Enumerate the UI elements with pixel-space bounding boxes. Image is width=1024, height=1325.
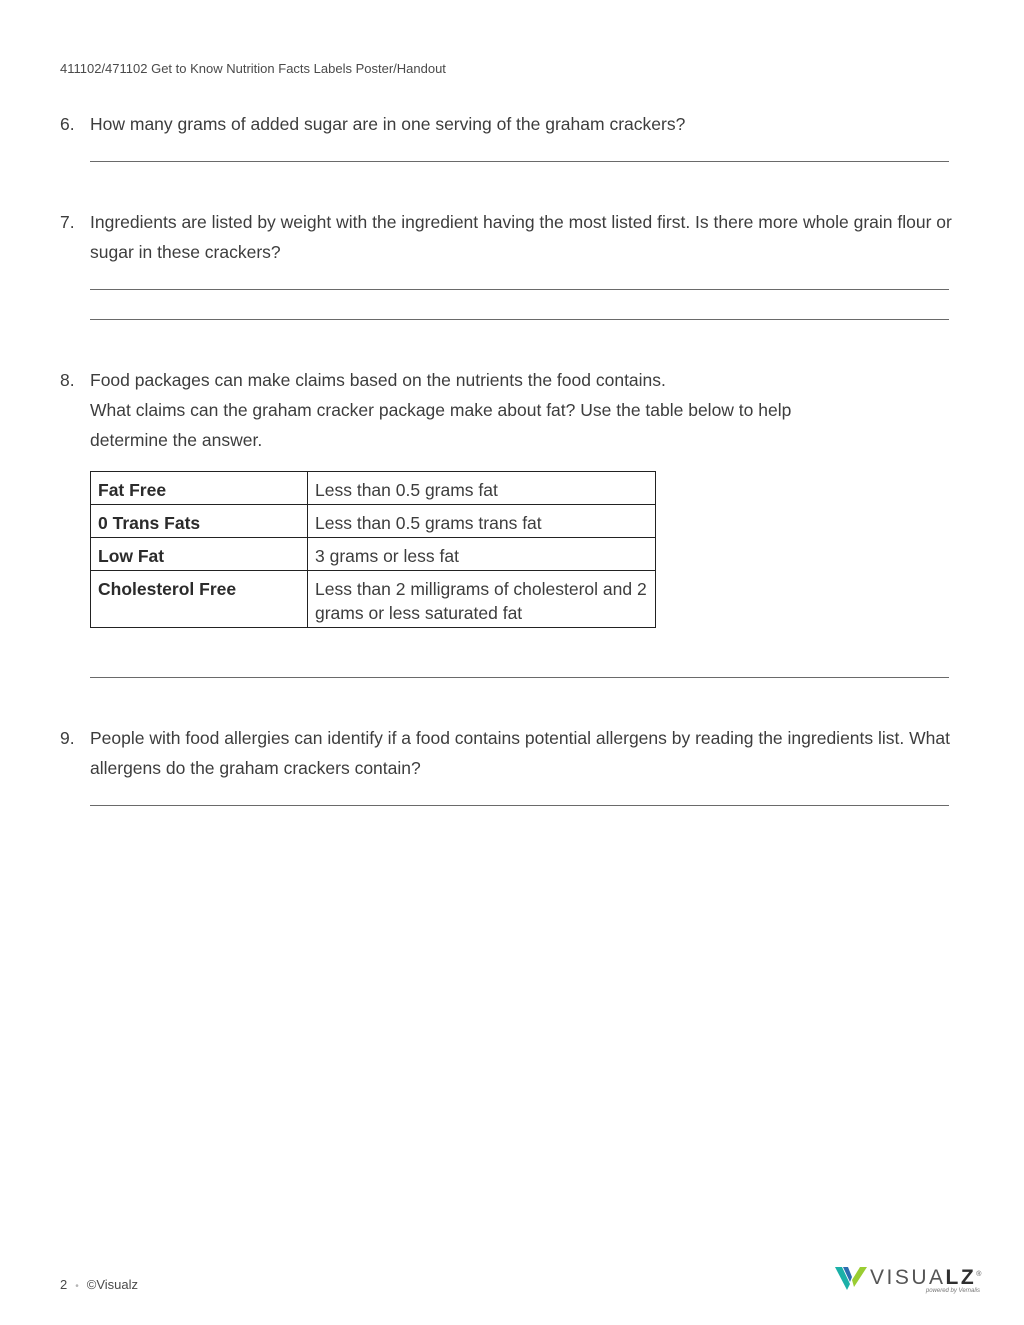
- answer-line: [90, 805, 949, 806]
- answer-line: [90, 161, 949, 162]
- claim-term: Low Fat: [91, 538, 308, 571]
- page-footer: [60, 1277, 138, 1292]
- visualz-logo: [834, 1264, 984, 1298]
- table-row: [91, 472, 656, 505]
- page-number: 2: [60, 1277, 68, 1292]
- claim-term: Cholesterol Free: [91, 571, 308, 628]
- question-number: 7.: [60, 212, 75, 232]
- claim-term: Fat Free: [91, 472, 308, 505]
- question-text: Ingredients are listed by weight with the ingredient having the most listed first. Is there more whole grain flour or sugar in these crackers?: [90, 212, 952, 262]
- question-8: [60, 365, 840, 455]
- copyright: ©Visualz: [86, 1277, 139, 1292]
- answer-line: [90, 677, 949, 678]
- document-header: 411102/471102 Get to Know Nutrition Facts Labels Poster/Handout: [60, 61, 446, 76]
- table-row: [91, 571, 656, 628]
- question-text-line-1: Food packages can make claims based on the nutrients the food contains.: [90, 370, 666, 390]
- claim-definition: Less than 2 milligrams of cholesterol and 2 grams or less saturated fat: [308, 571, 656, 628]
- question-number: 6.: [60, 114, 75, 134]
- question-number: 8.: [60, 370, 75, 390]
- claim-definition: Less than 0.5 grams trans fat: [308, 505, 656, 538]
- question-text-line-2: What claims can the graham cracker package make about fat? Use the table below to help determine the answer.: [90, 400, 792, 450]
- logo-tagline: powered by Vernalis: [925, 1288, 980, 1294]
- question-text: People with food allergies can identify if a food contains potential allergens by reading the ingredients list. What allergens do the graham crackers contain?: [90, 728, 950, 778]
- table-row: [91, 505, 656, 538]
- claim-term: 0 Trans Fats: [91, 505, 308, 538]
- logo-wordmark: VISUALZ®: [870, 1266, 984, 1289]
- fat-claims-table: [90, 471, 656, 628]
- table-row: [91, 538, 656, 571]
- question-text: How many grams of added sugar are in one serving of the graham crackers?: [90, 114, 686, 134]
- question-number: 9.: [60, 728, 75, 748]
- question-9: [60, 723, 970, 783]
- separator-dot: •: [75, 1281, 79, 1292]
- logo-chevron-icon: [834, 1264, 868, 1292]
- question-6: [60, 109, 970, 139]
- claim-definition: 3 grams or less fat: [308, 538, 656, 571]
- answer-line: [90, 289, 949, 290]
- question-7: [60, 207, 970, 267]
- claim-definition: Less than 0.5 grams fat: [308, 472, 656, 505]
- answer-line: [90, 319, 949, 320]
